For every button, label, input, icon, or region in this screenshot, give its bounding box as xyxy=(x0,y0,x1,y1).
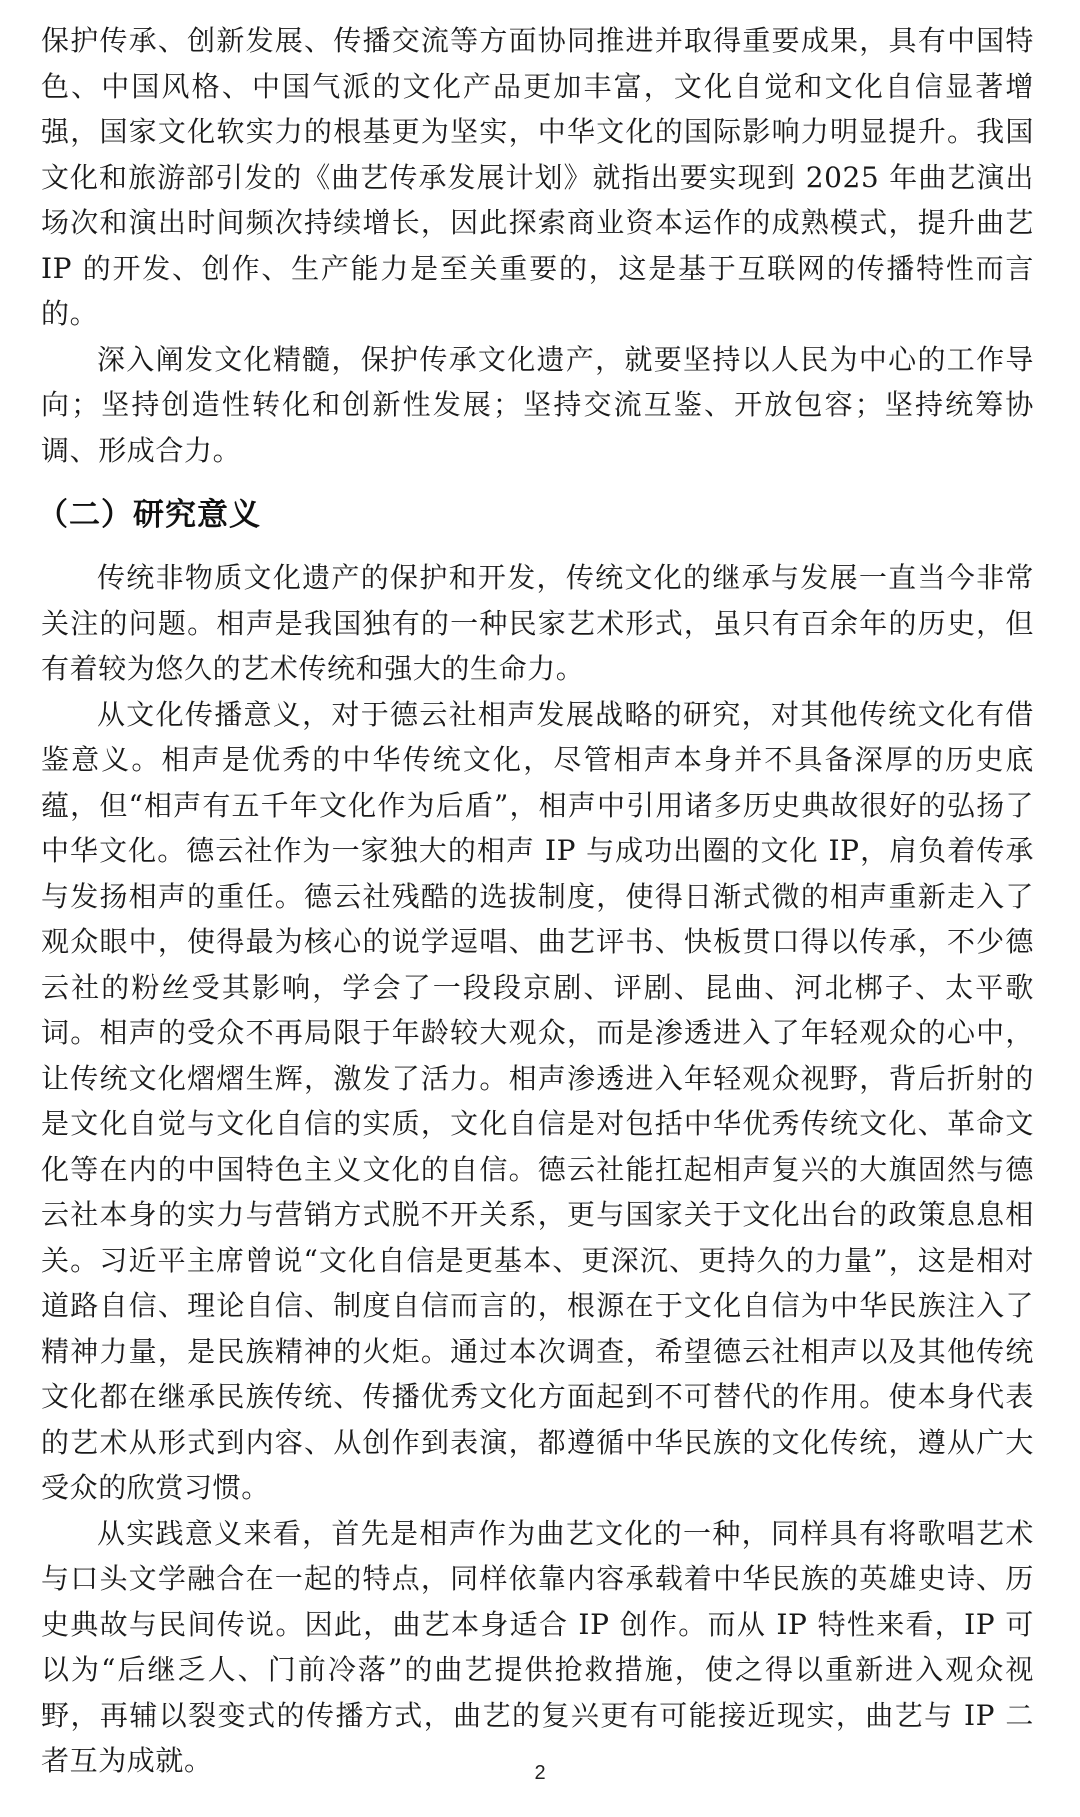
body-paragraph: 传统非物质文化遗产的保护和开发，传统文化的继承与发展一直当今非常关注的问题。相声是我国独有的一种民家艺术形式，虽只有百余年的历史，但有着较为悠久的艺术传统和强大的生命力。 xyxy=(41,561,1034,685)
page-number: 2 xyxy=(534,1762,546,1784)
body-paragraph: 从文化传播意义，对于德云社相声发展战略的研究，对其他传统文化有借鉴意义。相声是优秀的中华传统文化，尽管相声本身并不具备深厚的历史底蕴，但“相声有五千年文化作为后盾”，相声中引用诸多历史典故很好的弘扬了中华文化。德云社作为一家独大的相声 IP 与成功出圈的文化 IP，肩负着传承与发扬相声的重任。德云社残酷的选拔制度，使得日渐式微的相声重新走入了观众眼中，使得最为核心的说学逗唱、曲艺评书、快板贯口得以传承，不少德云社的粉丝受其影响，学会了一段段京剧、评剧、昆曲、河北梆子、太平歌词。相声的受众不再局限于年龄较大观众，而是渗透进入了年轻观众的心中，让传统文化熠熠生辉，激发了活力。相声渗透进入年轻观众视野，背后折射的是文化自觉与文化自信的实质，文化自信是对包括中华优秀传统文化、革命文化等在内的中国特色主义文化的自信。德云社能扛起相声复兴的大旗固然与德云社本身的实力与营销方式脱不开关系，更与国家关于文化出台的政策息息相关。习近平主席曾说“文化自信是更基本、更深沉、更持久的力量”，这是相对道路自信、理论自信、制度自信而言的，根源在于文化自信为中华民族注入了精神力量，是民族精神的火炬。通过本次调查，希望德云社相声以及其他传统文化都在继承民族传统、传播优秀文化方面起到不可替代的作用。使本身代表的艺术从形式到内容、从创作到表演，都遵循中华民族的文化传统，遵从广大受众的欣赏习惯。 xyxy=(41,697,1034,1504)
section-heading: （二）研究意义 xyxy=(37,497,261,533)
body-paragraph: 从实践意义来看，首先是相声作为曲艺文化的一种，同样具有将歌唱艺术与口头文学融合在一起的特点，同样依靠内容承载着中华民族的英雄史诗、历史典故与民间传说。因此，曲艺本身适合 IP 创作。而从 IP 特性来看，IP 可以为“后继乏人、门前冷落”的曲艺提供抢救措施，使之得以重新进入观众视野，再辅以裂变式的传播方式，曲艺的复兴更有可能接近现实，曲艺与 IP 二者互为成就。 xyxy=(41,1516,1034,1777)
body-paragraph: 深入阐发文化精髓，保护传承文化遗产，就要坚持以人民为中心的工作导向；坚持创造性转化和创新性发展；坚持交流互鉴、开放包容；坚持统筹协调、形成合力。 xyxy=(41,342,1034,467)
body-paragraph: 保护传承、创新发展、传播交流等方面协同推进并取得重要成果，具有中国特色、中国风格、中国气派的文化产品更加丰富，文化自觉和文化自信显著增强，国家文化软实力的根基更为坚实，中华文化的国际影响力明显提升。我国文化和旅游部引发的《曲艺传承发展计划》就指出要实现到 2025 年曲艺演出场次和演出时间频次持续增长，因此探索商业资本运作的成熟模式，提升曲艺 IP 的开发、创作、生产能力是至关重要的，这是基于互联网的传播特性而言的。 xyxy=(41,24,1034,330)
